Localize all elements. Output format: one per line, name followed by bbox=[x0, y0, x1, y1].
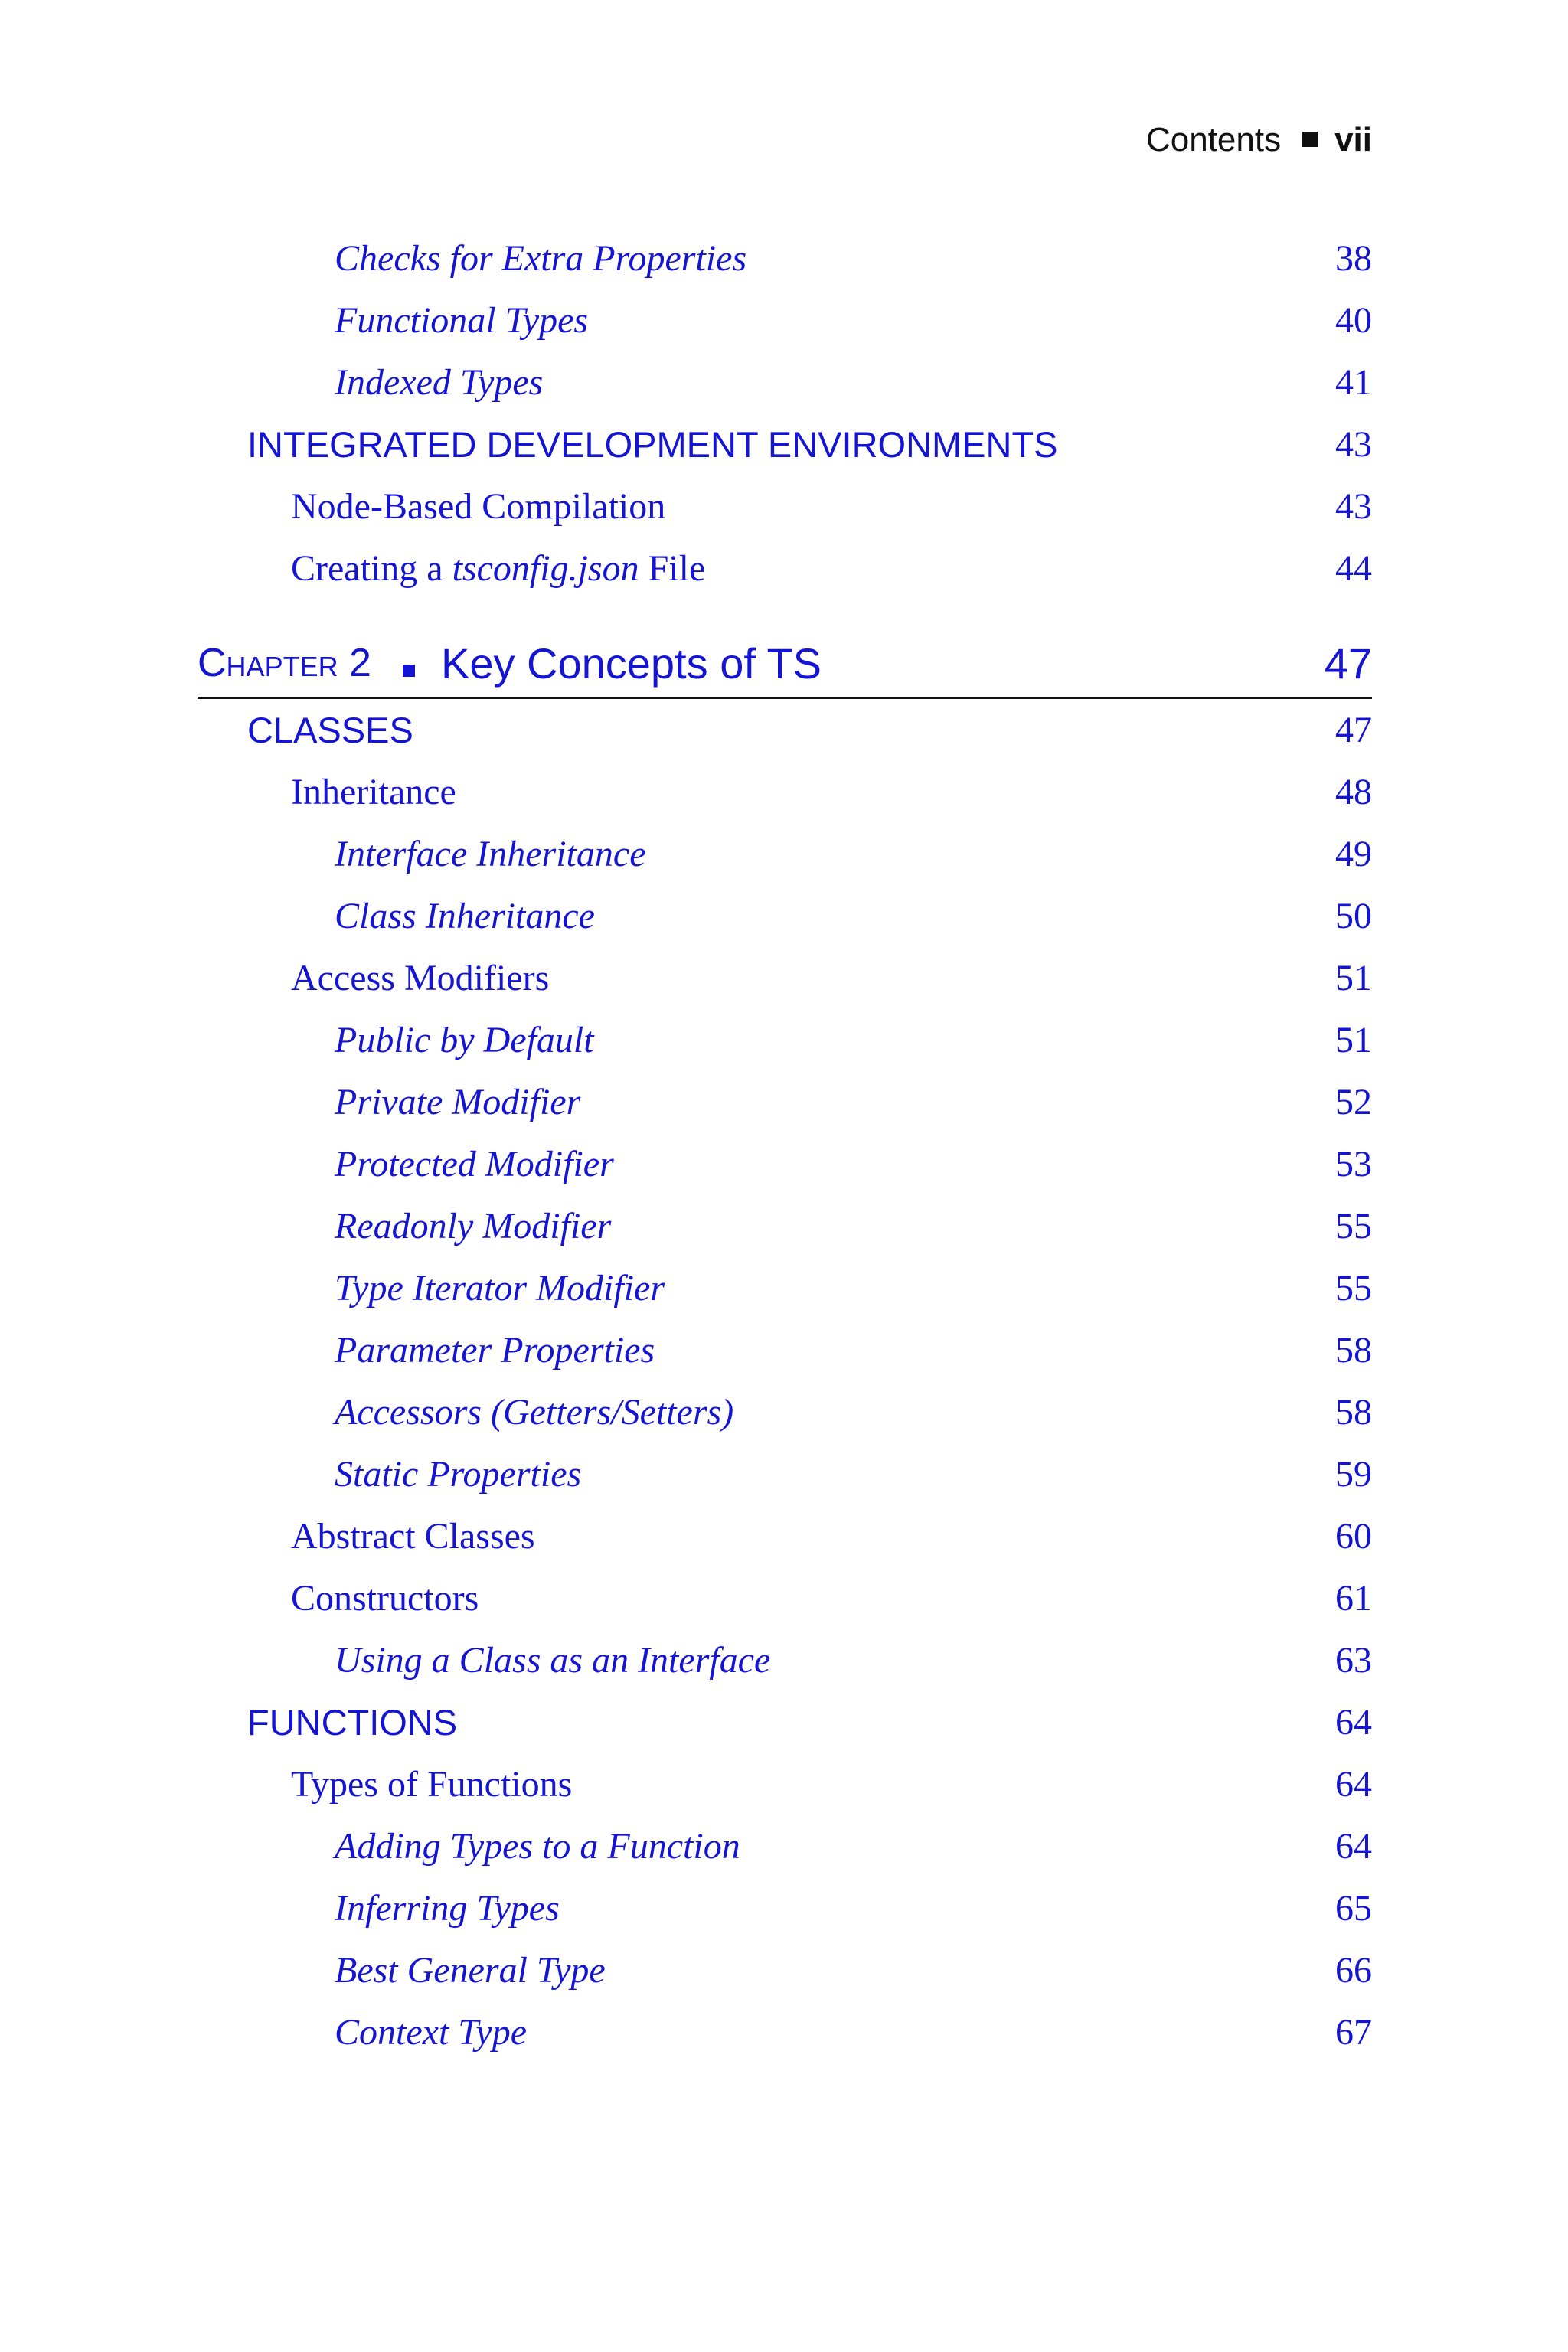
toc-entry-title: CLASSES bbox=[247, 710, 413, 750]
toc-entry-title: Private Modifier bbox=[335, 1082, 581, 1122]
toc-entry-page: 59 bbox=[1335, 1454, 1372, 1494]
toc-entry-title: Abstract Classes bbox=[291, 1516, 535, 1557]
toc-entry-title: Types of Functions bbox=[291, 1764, 573, 1805]
toc-entry[interactable] bbox=[0, 1196, 1568, 1257]
toc-entry-page: 64 bbox=[1335, 1764, 1372, 1805]
toc-entry-title bbox=[291, 538, 705, 599]
toc-entry-page: 47 bbox=[1335, 710, 1372, 750]
toc-entry-title: FUNCTIONS bbox=[247, 1702, 458, 1743]
toc-entry[interactable] bbox=[0, 2002, 1568, 2063]
toc-entry[interactable] bbox=[0, 1134, 1568, 1195]
toc-entry[interactable] bbox=[0, 1010, 1568, 1071]
toc-entry-page: 44 bbox=[1335, 548, 1372, 589]
toc-entry-title: Adding Types to a Function bbox=[335, 1826, 740, 1867]
toc-entry-page: 61 bbox=[1335, 1578, 1372, 1619]
toc-entry[interactable] bbox=[0, 762, 1568, 823]
running-head bbox=[1146, 121, 1372, 159]
toc-entry-title: Indexed Types bbox=[335, 362, 544, 403]
toc-entry-page: 63 bbox=[1335, 1640, 1372, 1681]
toc-entry-title: Node-Based Compilation bbox=[291, 486, 666, 527]
toc-entry-page: 51 bbox=[1335, 1020, 1372, 1060]
toc-entry-page: 67 bbox=[1335, 2012, 1372, 2053]
toc-entry-title: Context Type bbox=[335, 2012, 528, 2053]
chapter-title: Key Concepts of TS bbox=[441, 639, 822, 688]
toc-entry-page: 49 bbox=[1335, 834, 1372, 874]
toc-entry[interactable] bbox=[0, 1320, 1568, 1381]
toc-section-entry[interactable] bbox=[0, 1692, 1568, 1753]
toc-section-entry[interactable] bbox=[0, 700, 1568, 761]
toc-entry-page: 66 bbox=[1335, 1950, 1372, 1991]
toc-entry-page: 52 bbox=[1335, 1082, 1372, 1122]
toc-entry[interactable] bbox=[0, 1072, 1568, 1133]
toc-entry[interactable] bbox=[0, 1568, 1568, 1629]
toc-entry-title: Type Iterator Modifier bbox=[335, 1268, 665, 1308]
toc-entry-title-part: Creating a bbox=[291, 548, 452, 589]
toc-entry-page: 58 bbox=[1335, 1330, 1372, 1370]
toc-entry-title: Best General Type bbox=[335, 1950, 606, 1991]
toc-entry-page: 65 bbox=[1335, 1888, 1372, 1929]
toc-entry-page: 40 bbox=[1335, 300, 1372, 341]
toc-entry-page: 41 bbox=[1335, 362, 1372, 403]
toc-entry-title: Functional Types bbox=[335, 300, 589, 341]
toc-entry[interactable] bbox=[0, 1444, 1568, 1505]
toc-entry-title: Access Modifiers bbox=[291, 958, 550, 998]
toc-entry-title: Static Properties bbox=[335, 1454, 582, 1494]
toc-entry[interactable] bbox=[0, 1754, 1568, 1815]
toc-entry-page: 64 bbox=[1335, 1826, 1372, 1867]
toc-entry-title: INTEGRATED DEVELOPMENT ENVIRONMENTS bbox=[247, 424, 1058, 465]
toc-entry-page: 58 bbox=[1335, 1392, 1372, 1432]
running-head-section: Contents bbox=[1145, 121, 1282, 158]
square-bullet-icon bbox=[403, 665, 415, 677]
toc-entry-page: 43 bbox=[1335, 424, 1372, 465]
toc-entry-page: 55 bbox=[1335, 1268, 1372, 1308]
toc-section-entry[interactable] bbox=[0, 414, 1568, 475]
toc-entry[interactable] bbox=[0, 1258, 1568, 1319]
toc-entry-page: 64 bbox=[1335, 1702, 1372, 1743]
toc-entry[interactable] bbox=[0, 1382, 1568, 1443]
toc-entry-title: Checks for Extra Properties bbox=[335, 238, 747, 279]
toc-entry-page: 50 bbox=[1335, 896, 1372, 936]
toc-entry-title-filename: tsconfig.json bbox=[452, 548, 639, 589]
toc-entry[interactable] bbox=[0, 476, 1568, 537]
toc-entry-page: 51 bbox=[1335, 958, 1372, 998]
chapter-heading[interactable] bbox=[198, 635, 1372, 699]
toc-entry-title-part: File bbox=[639, 548, 706, 589]
toc-entry[interactable] bbox=[0, 538, 1568, 599]
toc-entry-title: Accessors (Getters/Setters) bbox=[335, 1392, 734, 1432]
toc-entry-page: 38 bbox=[1335, 238, 1372, 279]
toc-entry-title: Class Inheritance bbox=[335, 896, 595, 936]
toc-entry-title: Interface Inheritance bbox=[335, 834, 646, 874]
toc-entry[interactable] bbox=[0, 1506, 1568, 1567]
toc-entry-title: Public by Default bbox=[335, 1020, 594, 1060]
toc-entry-title: Constructors bbox=[291, 1578, 479, 1619]
toc-entry-page: 53 bbox=[1335, 1144, 1372, 1184]
toc-entry-title: Inferring Types bbox=[335, 1888, 560, 1929]
toc-entry-page: 55 bbox=[1335, 1206, 1372, 1246]
chapter-page: 47 bbox=[1324, 639, 1372, 688]
toc-entry[interactable] bbox=[0, 1878, 1568, 1939]
toc-entry[interactable] bbox=[0, 228, 1568, 289]
toc-entry[interactable] bbox=[0, 824, 1568, 885]
toc-entry[interactable] bbox=[0, 886, 1568, 947]
toc-entry-page: 43 bbox=[1335, 486, 1372, 527]
toc-entry-page: 48 bbox=[1335, 772, 1372, 812]
toc-entry-title: Protected Modifier bbox=[335, 1144, 614, 1184]
toc-entry[interactable] bbox=[0, 1940, 1568, 2001]
toc-entry-title: Inheritance bbox=[291, 772, 456, 812]
toc-entry[interactable] bbox=[0, 1816, 1568, 1877]
toc-entry[interactable] bbox=[0, 948, 1568, 1009]
toc-entry-title: Readonly Modifier bbox=[335, 1206, 612, 1246]
toc-entry-page: 60 bbox=[1335, 1516, 1372, 1557]
page-folio: vii bbox=[1334, 121, 1372, 158]
chapter-label: Chapter 2 bbox=[198, 641, 371, 685]
toc-entry-title: Parameter Properties bbox=[335, 1330, 655, 1370]
toc-entry-title: Using a Class as an Interface bbox=[335, 1640, 771, 1681]
toc-entry[interactable] bbox=[0, 1630, 1568, 1691]
square-bullet-icon bbox=[1302, 132, 1318, 147]
toc-entry[interactable] bbox=[0, 290, 1568, 351]
toc-entry[interactable] bbox=[0, 352, 1568, 413]
